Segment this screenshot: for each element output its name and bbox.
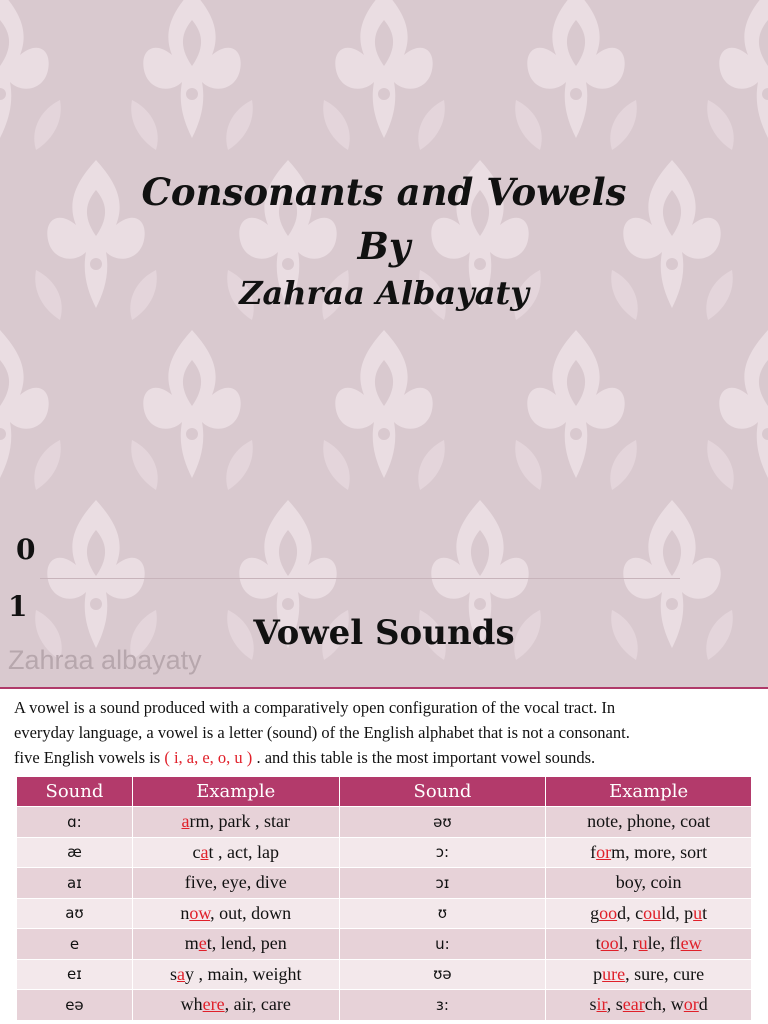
example-words-left: [132, 990, 339, 1021]
intro-line-3: [14, 745, 758, 770]
example-words-right: [546, 807, 752, 838]
example-text: s: [589, 994, 597, 1015]
example-text: g: [590, 902, 600, 923]
example-text: t: [702, 902, 708, 923]
author-watermark: Zahraa albayaty: [8, 645, 202, 675]
example-text: t, lend, pen: [206, 933, 287, 954]
sound-symbol-right: ɔ:: [339, 837, 546, 868]
example-text: p: [593, 963, 603, 984]
example-words-left: [132, 807, 339, 838]
sound-symbol-left: aʊ: [17, 898, 133, 929]
highlighted-letters: ou: [643, 902, 662, 923]
vowel-sounds-table: [16, 776, 752, 1021]
intro-line-3-suffix: . and this table is the most important vowel sounds.: [252, 748, 596, 767]
example-text: note, phone, coat: [587, 811, 711, 832]
highlighted-letters: ear: [622, 994, 645, 1015]
highlighted-letters: ere: [202, 994, 225, 1015]
example-text: rm, park , star: [189, 811, 290, 832]
table-row: [17, 959, 752, 990]
title-by: By: [357, 224, 411, 268]
example-words-right: [546, 990, 752, 1021]
example-text: e, eye, dive: [204, 872, 287, 893]
table-row: [17, 868, 752, 899]
example-text: t: [595, 933, 601, 954]
intro-line-2: everyday language, a vowel is a letter (sound) of the English alphabet that is not a consonant.: [14, 723, 630, 742]
example-text: fi: [184, 872, 196, 893]
intro-paragraph: [14, 695, 758, 770]
sound-symbol-right: əʊ: [339, 807, 546, 838]
example-text: t , act, lap: [208, 841, 279, 862]
sound-symbol-right: ʊ: [339, 898, 546, 929]
highlighted-letters: u: [638, 933, 648, 954]
highlighted-letters: or: [683, 994, 699, 1015]
intro-line-3-prefix: five English vowels is: [14, 748, 165, 767]
table-row: [17, 990, 752, 1021]
table-body: [17, 807, 752, 1021]
intro-line-1: A vowel is a sound produced with a comparatively open configuration of the vocal tract. In: [14, 698, 616, 717]
slide-number-digit-1: 0: [16, 533, 36, 566]
example-words-left: [132, 929, 339, 960]
example-text: wh: [180, 994, 203, 1015]
highlighted-letters: ew: [680, 933, 702, 954]
sound-symbol-left: aɪ: [17, 868, 133, 899]
sound-symbol-right: ʊə: [339, 959, 546, 990]
example-text: , sure, cure: [625, 963, 705, 984]
table-row: [17, 929, 752, 960]
highlighted-letters: e: [198, 933, 207, 954]
example-text: m: [184, 933, 199, 954]
example-text: le, fl: [647, 933, 681, 954]
sound-symbol-right: u:: [339, 929, 546, 960]
example-words-right: [546, 959, 752, 990]
sound-symbol-right: ɜ:: [339, 990, 546, 1021]
example-text: , air, care: [224, 994, 291, 1015]
example-text: l, r: [618, 933, 639, 954]
table-header-row: [17, 777, 752, 807]
presenter-name: Zahraa Albayaty: [239, 274, 529, 312]
example-words-left: [132, 868, 339, 899]
example-text: c: [192, 841, 201, 862]
highlighted-letters: ow: [189, 902, 211, 923]
highlighted-letters: ir: [596, 994, 607, 1015]
example-text: s: [169, 963, 177, 984]
highlighted-letters: a: [200, 841, 209, 862]
example-words-right: [546, 837, 752, 868]
sound-symbol-right: ɔɪ: [339, 868, 546, 899]
example-text: d: [698, 994, 708, 1015]
highlighted-letters: oo: [599, 902, 618, 923]
table-row: [17, 898, 752, 929]
slide-number-digit-2: 1: [8, 590, 28, 623]
example-text: , out, down: [210, 902, 292, 923]
column-header-sound-2: Sound: [339, 777, 546, 807]
highlighted-letters: ure: [602, 963, 626, 984]
example-words-left: [132, 959, 339, 990]
column-header-sound-1: Sound: [17, 777, 133, 807]
highlighted-letters: a: [181, 811, 190, 832]
column-header-example-1: Example: [132, 777, 339, 807]
example-text: , s: [606, 994, 623, 1015]
highlighted-letters: u: [693, 902, 703, 923]
presentation-title: Consonants and Vowels: [141, 170, 627, 214]
example-text: m, more, sort: [611, 841, 708, 862]
sound-symbol-left: e: [17, 929, 133, 960]
example-text: v: [195, 872, 205, 893]
highlighted-letters: a: [177, 963, 185, 984]
vowel-list: ( i, a, e, o, u ): [164, 748, 253, 767]
sound-symbol-left: æ: [17, 837, 133, 868]
example-text: f: [590, 841, 597, 862]
example-text: d, c: [617, 902, 644, 923]
example-text: ld, p: [661, 902, 694, 923]
example-words-right: [546, 929, 752, 960]
slide-divider: [0, 687, 768, 689]
highlighted-letters: oo: [600, 933, 619, 954]
example-words-right: [546, 868, 752, 899]
table-row: [17, 807, 752, 838]
example-words-right: [546, 898, 752, 929]
sound-symbol-left: eə: [17, 990, 133, 1021]
section-heading: Vowel Sounds: [253, 613, 515, 653]
example-text: n: [180, 902, 190, 923]
example-text: y , main, weight: [185, 963, 302, 984]
example-words-left: [132, 837, 339, 868]
example-text: boy, coin: [615, 872, 682, 893]
column-header-example-2: Example: [546, 777, 752, 807]
sound-symbol-left: eɪ: [17, 959, 133, 990]
example-text: ch, w: [644, 994, 684, 1015]
pattern-row-1: [0, 0, 768, 150]
sound-symbol-left: ɑ:: [17, 807, 133, 838]
table-row: [17, 837, 752, 868]
horizontal-rule: [40, 578, 680, 579]
example-words-left: [132, 898, 339, 929]
highlighted-letters: or: [596, 841, 612, 862]
